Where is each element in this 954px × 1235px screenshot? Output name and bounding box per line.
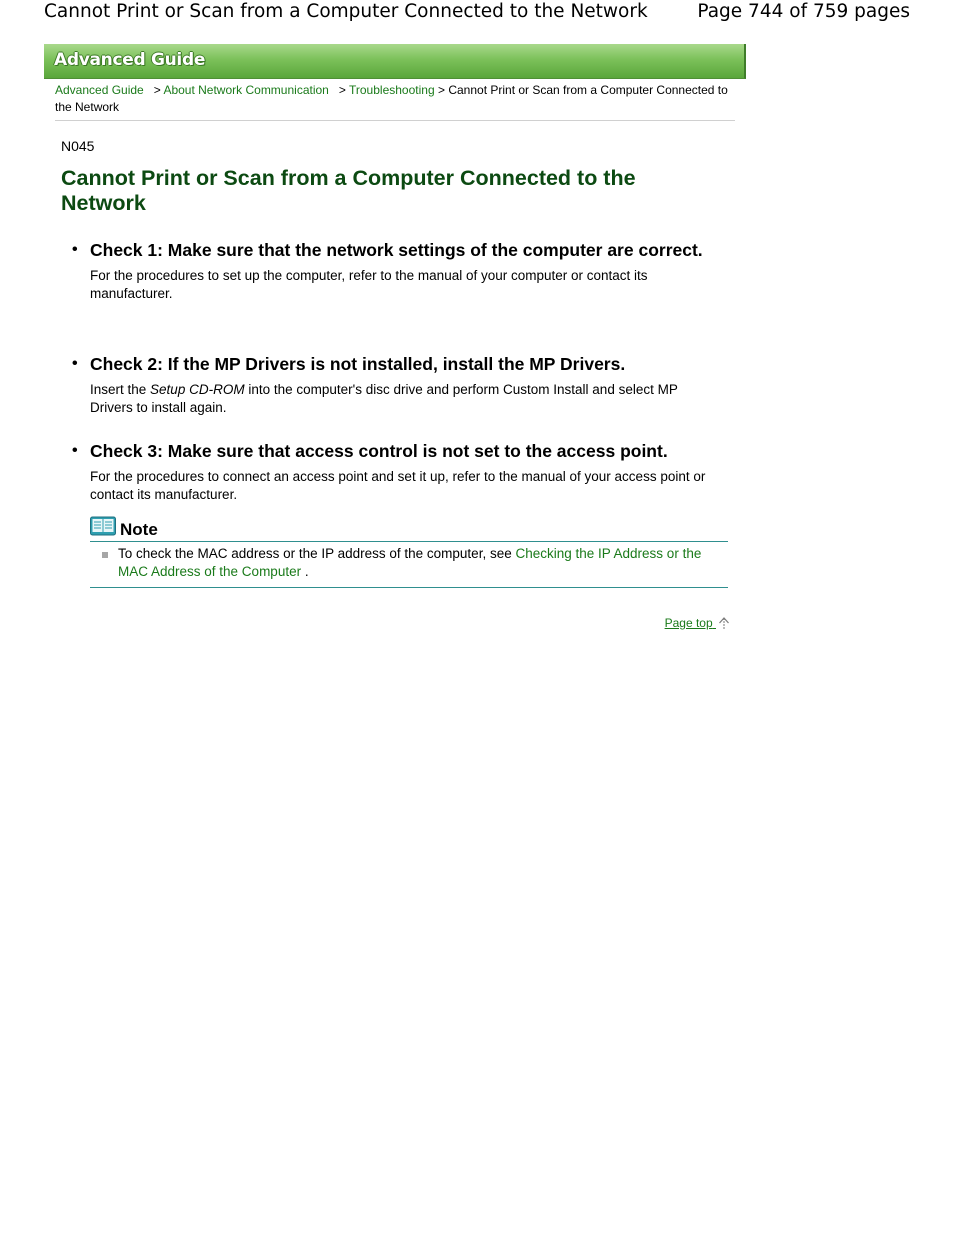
note-title: Note — [120, 520, 158, 539]
check-heading: Check 3: Make sure that access control is not set to the access point. — [90, 441, 668, 461]
topic-code: N045 — [61, 138, 95, 154]
page-top-label: Page top — [664, 616, 713, 630]
check-2 — [72, 347, 732, 417]
breadcrumb-divider — [55, 120, 735, 121]
breadcrumb-link-troubleshooting[interactable]: Troubleshooting — [349, 83, 435, 97]
check-3 — [72, 434, 732, 504]
breadcrumb-link-about-network-communication[interactable]: About Network Communication — [163, 83, 329, 97]
up-arrow-icon — [718, 616, 730, 630]
breadcrumb-current: Cannot Print or Scan from a Computer Connected to the Network — [55, 83, 728, 114]
breadcrumb-separator: > — [338, 83, 346, 97]
breadcrumb-separator: > — [153, 83, 161, 97]
check-body: For the procedures to set up the computer, refer to the manual of your computer or contact its manufacturer. — [90, 268, 648, 301]
check-heading: Check 1: Make sure that the network settings of the computer are correct. — [90, 240, 703, 260]
page-top-link[interactable] — [665, 615, 730, 631]
link-checking-ip-mac-address[interactable]: Checking the IP Address or the MAC Address of the Computer — [118, 546, 702, 579]
page-counter: Page 744 of 759 pages — [697, 1, 910, 22]
cd-rom-name: Setup CD-ROM — [150, 382, 245, 397]
note-body — [90, 542, 728, 588]
check-body: For the procedures to connect an access point and set it up, refer to the manual of your access point or contact its manufacturer. — [90, 469, 706, 502]
note-header — [90, 515, 728, 542]
book-icon — [90, 516, 116, 536]
page-title: Cannot Print or Scan from a Computer Connected to the Network — [61, 166, 636, 215]
square-bullet-icon — [102, 552, 108, 558]
check-heading: Check 2: If the MP Drivers is not installed, install the MP Drivers. — [90, 354, 626, 374]
breadcrumb-separator: > — [437, 83, 445, 97]
breadcrumb-link-advanced-guide[interactable]: Advanced Guide — [55, 83, 144, 97]
banner-label: Advanced Guide — [54, 50, 206, 70]
note-box — [90, 515, 728, 588]
note-text: To check the MAC address or the IP address of the computer, see — [118, 546, 516, 561]
bullet: • — [72, 241, 78, 258]
check-body: Insert the Setup CD-ROM into the computer's disc drive and perform Custom Install and select MP Drivers to install again. — [90, 382, 678, 415]
advanced-guide-banner — [44, 44, 746, 79]
note-text-end: . — [301, 564, 309, 579]
check-1 — [72, 233, 732, 303]
note-list-item — [90, 545, 728, 581]
page-header — [0, 0, 954, 30]
bullet: • — [72, 355, 78, 372]
breadcrumb — [55, 82, 735, 116]
document-title: Cannot Print or Scan from a Computer Connected to the Network — [44, 1, 648, 22]
bullet: • — [72, 442, 78, 459]
